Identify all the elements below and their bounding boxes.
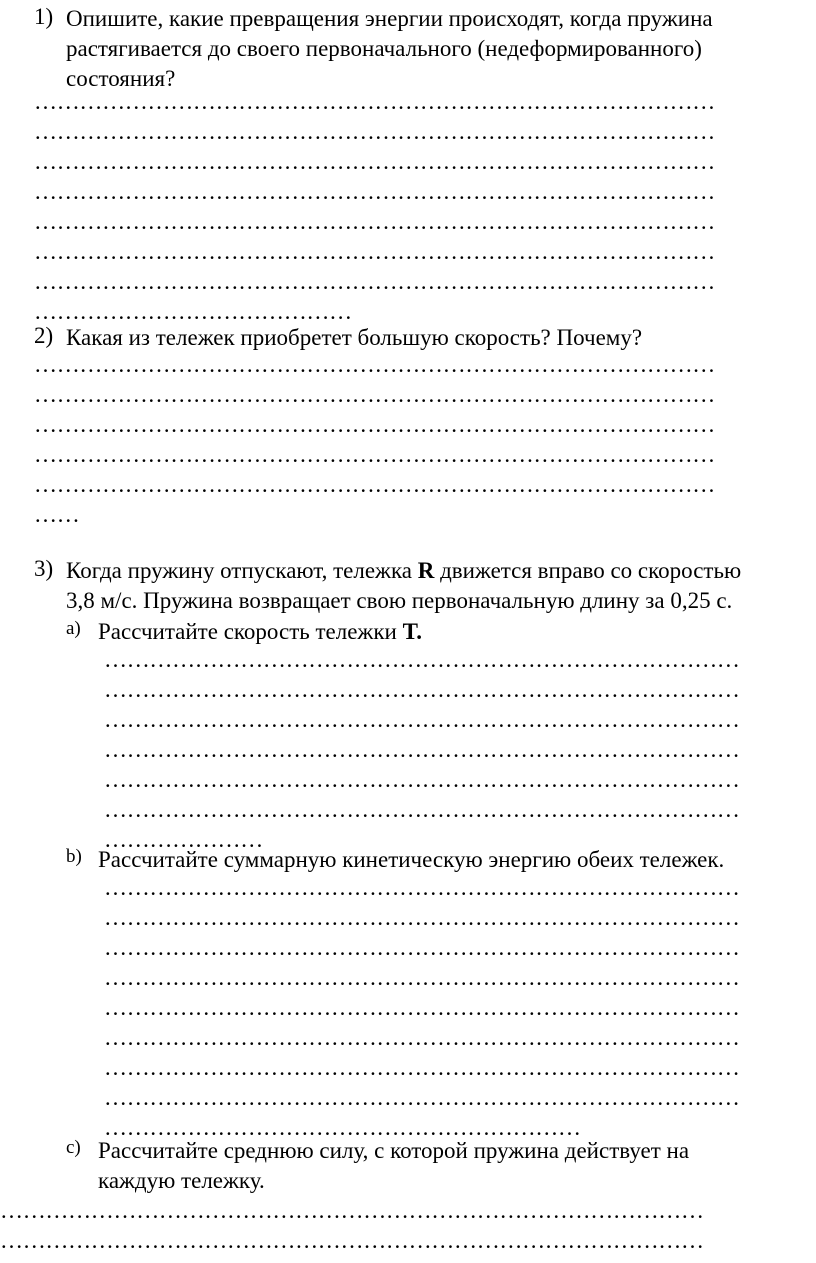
answer-line: ………………… bbox=[104, 827, 263, 852]
question-3b-answer-area[interactable] bbox=[104, 873, 804, 1143]
answer-line: ……………………………………………………………………………… bbox=[34, 269, 716, 294]
answer-line: ………………………………………………………………………… bbox=[104, 875, 740, 900]
question-1-line-1: Опишите, какие превращения энергии происходят, когда пружина bbox=[66, 6, 713, 31]
question-1-number: 1) bbox=[34, 4, 54, 29]
question-3c bbox=[66, 1136, 806, 1196]
answer-line: ……………………………………………………………………………… bbox=[34, 442, 716, 467]
answer-line: ……………………………………………………………………………… bbox=[34, 179, 716, 204]
question-3a bbox=[66, 617, 786, 647]
answer-line: ……………………………………………………………………………… bbox=[34, 119, 716, 144]
answer-line: ……………………………………………………………………………… bbox=[34, 352, 716, 377]
question-3b-text: Рассчитайте суммарную кинетическую энергию обеих тележек. bbox=[98, 847, 725, 872]
question-3c-line-1: Рассчитайте среднюю силу, с которой пружина действует на bbox=[98, 1138, 690, 1163]
cart-r-label: R bbox=[417, 558, 435, 583]
answer-line: ………………………………………………………………………… bbox=[104, 935, 740, 960]
answer-line: ………………………………………………………………………………… bbox=[0, 1228, 704, 1253]
answer-line: ………………………………………………………………………… bbox=[104, 1025, 740, 1050]
question-3c-line-2: каждую тележку. bbox=[98, 1168, 265, 1193]
answer-line: …………………………………… bbox=[34, 299, 352, 324]
answer-line: ………………………………………………………………………… bbox=[104, 767, 740, 792]
question-2-text bbox=[66, 323, 804, 353]
answer-line: ………………………………………………………………………… bbox=[104, 1055, 740, 1080]
answer-line: ……………………………………………………………………………… bbox=[34, 209, 716, 234]
answer-line: ……………………………………………………… bbox=[104, 1115, 581, 1140]
question-3a-letter: a) bbox=[66, 618, 81, 639]
answer-line: ……………………………………………………………………………… bbox=[34, 382, 716, 407]
question-3-line-1: Когда пружину отпускают, тележка R движется вправо со скоростью bbox=[66, 558, 742, 583]
question-1 bbox=[34, 4, 804, 94]
question-1-text bbox=[66, 4, 804, 94]
answer-line: ………………………………………………………………………… bbox=[104, 797, 740, 822]
cart-t-label: T. bbox=[402, 619, 422, 644]
question-3c-text bbox=[98, 1136, 806, 1196]
answer-line: ………………………………………………………………………… bbox=[104, 905, 740, 930]
question-3b bbox=[66, 845, 806, 875]
question-3b-letter: b) bbox=[66, 846, 82, 867]
answer-line: ……………………………………………………………………………… bbox=[34, 472, 716, 497]
question-2-line-1: Какая из тележек приобретет большую скорость? Почему? bbox=[66, 325, 643, 350]
question-3-line-2: 3,8 м/с. Пружина возвращает свою первоначальную длину за 0,25 с. bbox=[66, 588, 733, 613]
answer-line: ……………………………………………………………………………… bbox=[34, 239, 716, 264]
question-3a-answer-area[interactable] bbox=[104, 645, 804, 855]
answer-line: ………………………………………………………………………………… bbox=[0, 1198, 704, 1223]
question-3c-answer-area[interactable] bbox=[0, 1196, 810, 1256]
answer-line: ………………………………………………………………………… bbox=[104, 995, 740, 1020]
answer-line: ………………………………………………………………………… bbox=[104, 677, 740, 702]
question-1-line-2: растягивается до своего первоначального (недеформированного) bbox=[66, 36, 702, 61]
answer-line: ………………………………………………………………………… bbox=[104, 707, 740, 732]
question-2 bbox=[34, 323, 804, 353]
answer-line: ……………………………………………………………………………… bbox=[34, 89, 716, 114]
question-1-answer-area[interactable] bbox=[34, 87, 794, 327]
answer-line: ………………………………………………………………………… bbox=[104, 965, 740, 990]
answer-line: ……………………………………………………………………………… bbox=[34, 412, 716, 437]
answer-line: …… bbox=[34, 502, 80, 527]
answer-line: ……………………………………………………………………………… bbox=[34, 149, 716, 174]
question-1-line-3: состояния? bbox=[66, 66, 176, 91]
answer-line: ………………………………………………………………………… bbox=[104, 647, 740, 672]
question-2-answer-area[interactable] bbox=[34, 350, 794, 530]
answer-line: ………………………………………………………………………… bbox=[104, 737, 740, 762]
question-3-number: 3) bbox=[34, 556, 54, 581]
question-3c-letter: c) bbox=[66, 1137, 81, 1158]
question-2-number: 2) bbox=[34, 323, 54, 348]
question-3-text bbox=[66, 556, 814, 616]
answer-line: ………………………………………………………………………… bbox=[104, 1085, 740, 1110]
question-3 bbox=[34, 556, 814, 616]
question-3a-text: Рассчитайте скорость тележки T. bbox=[98, 619, 422, 644]
